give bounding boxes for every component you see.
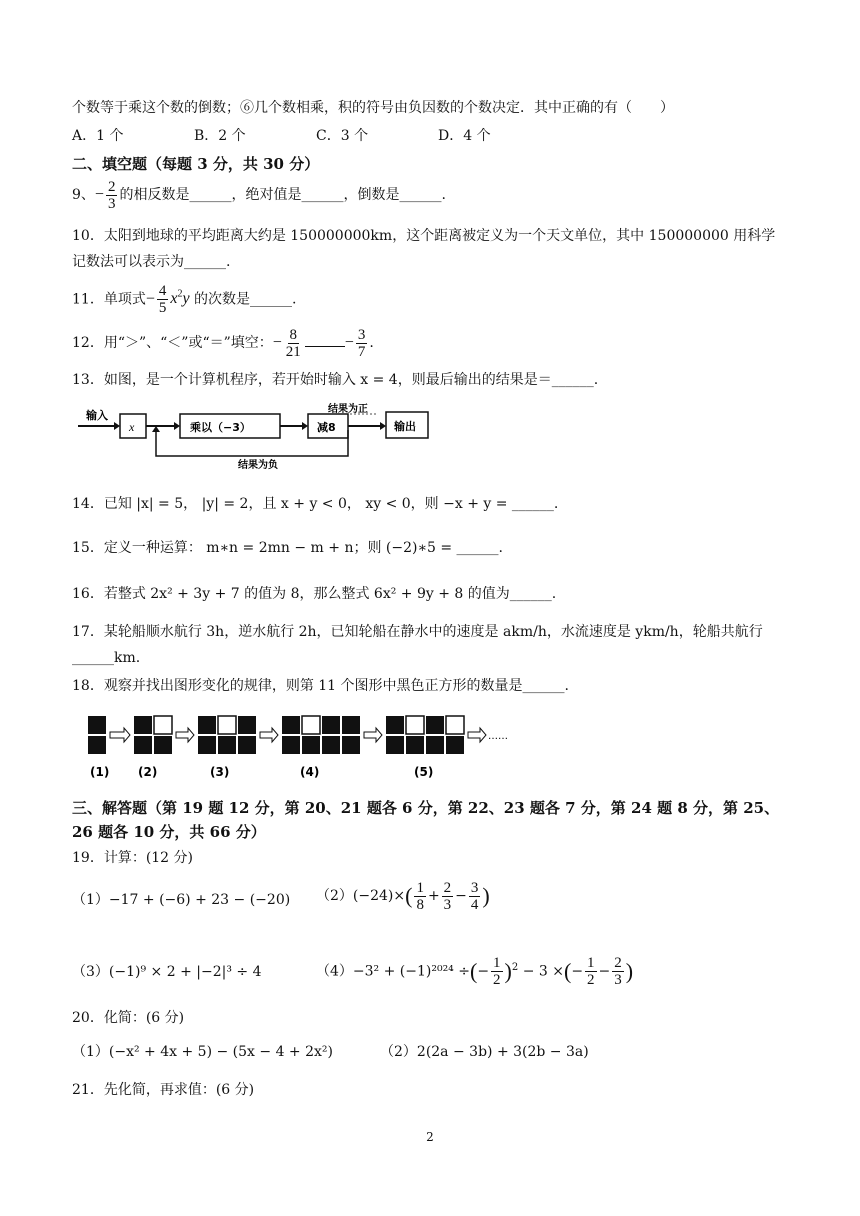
question-11: 11．单项式− $\frac{4}{5}$ $x^2y$ 的次数是______. [72,282,297,316]
svg-text:输出: 输出 [394,420,416,433]
svg-text:……: …… [488,731,508,742]
section-3-heading-line-2: 26 题各 10 分，共 66 分） [72,823,266,841]
svg-text:(2): (2) [138,765,158,779]
question-19: 19．计算：(12 分) [72,850,194,866]
question-19-part-3: （3）(−1)⁹ × 2 + |−2|³ ÷ 4 [72,964,262,980]
question-20-part-2: （2）2(2a − 3b) + 3(2b − 3a) [380,1044,589,1060]
option-b: B．2 个 [194,128,246,144]
svg-text:(5): (5) [414,765,434,779]
question-19-part-4: （4）−3² + (−1)²⁰²⁴ ÷(− $\frac{1}{2}$ )$^2$ − 3 ×(− $\frac{1}{2}$ − $\frac{2}{3}$ ) [316,955,634,989]
svg-text:减8: 减8 [317,421,336,434]
question-8-options [72,126,800,146]
question-16: 16．若整式 2x² + 3y + 7 的值为 8，那么整式 6x² + 9y + 8 的值为______. [72,586,557,602]
question-15: 15．定义一种运算： m∗n = 2mn − m + n；则 (−2)∗5 = ______. [72,540,503,556]
section-3-heading-line-1: 三、解答题（第 19 题 12 分，第 20、21 题各 6 分，第 22、23 题各 7 分，第 24 题 8 分，第 25、 [72,799,780,817]
svg-text:(3): (3) [210,765,230,779]
question-20-part-1: （1）(−x² + 4x + 5) − (5x − 4 + 2x²) [72,1044,333,1060]
option-a: A．1 个 [72,128,124,144]
question-21: 21．先化简，再求值：(6 分) [72,1082,255,1098]
question-10-line-1: 10．太阳到地球的平均距离大约是 150000000km，这个距离被定义为一个天文单位，其中 150000000 用科学 [72,228,776,244]
question-20: 20．化简：(6 分) [72,1010,185,1026]
svg-text:(4): (4) [300,765,320,779]
program-flowchart [72,400,452,470]
flow-input-label: 输入 [86,409,108,422]
question-10-line-2: 记数法可以表示为______. [72,254,231,270]
question-9: 9、− $\frac{2}{3}$ 的相反数是______，绝对值是______，倒数是______. [72,178,446,212]
question-17-line-1: 17．某轮船顺水航行 3h，逆水航行 2h，已知轮船在静水中的速度是 akm/h，水流速度是 ykm/h，轮船共航行 [72,624,763,640]
page-number: 2 [426,1130,434,1144]
question-8-tail: 个数等于乘这个数的倒数；⑥几个数相乘，积的符号由负因数的个数决定．其中正确的有（ ） [72,100,674,116]
question-14: 14．已知 |x| = 5， |y| = 2，且 x + y < 0， xy < 0，则 −x + y = ______. [72,496,559,512]
fraction: $\frac{2}{3}$ [107,178,116,212]
question-19-part-2: （2）(−24)×( $\frac{1}{8}$ + $\frac{2}{3}$ − $\frac{3}{4}$ ) [316,879,490,913]
question-18: 18．观察并找出图形变化的规律，则第 11 个图形中黑色正方形的数量是______. [72,678,569,694]
option-c: C．3 个 [316,128,369,144]
flow-negative-label: 结果为负 [238,460,278,471]
question-17-line-2: ______km. [72,650,141,666]
section-2-heading: 二、填空题（每题 3 分，共 30 分） [72,155,320,173]
option-d: D．4 个 [438,128,491,144]
question-13: 13．如图，是一个计算机程序，若开始时输入 x = 4，则最后输出的结果是＝______. [72,372,599,388]
question-12: 12．用“＞”、“＜”或“＝”填空：− $\frac{8}{21}$ − $\frac{3}{7}$ . [72,326,374,360]
flow-positive-label: 结果为正 [328,404,368,415]
svg-text:乘以（−3）: 乘以（−3） [190,421,251,434]
svg-text:(1): (1) [90,765,110,779]
square-pattern-figure [84,712,508,782]
svg-text:x: x [129,420,135,434]
question-19-part-1: （1）−17 + (−6) + 23 − (−20) [72,892,291,908]
